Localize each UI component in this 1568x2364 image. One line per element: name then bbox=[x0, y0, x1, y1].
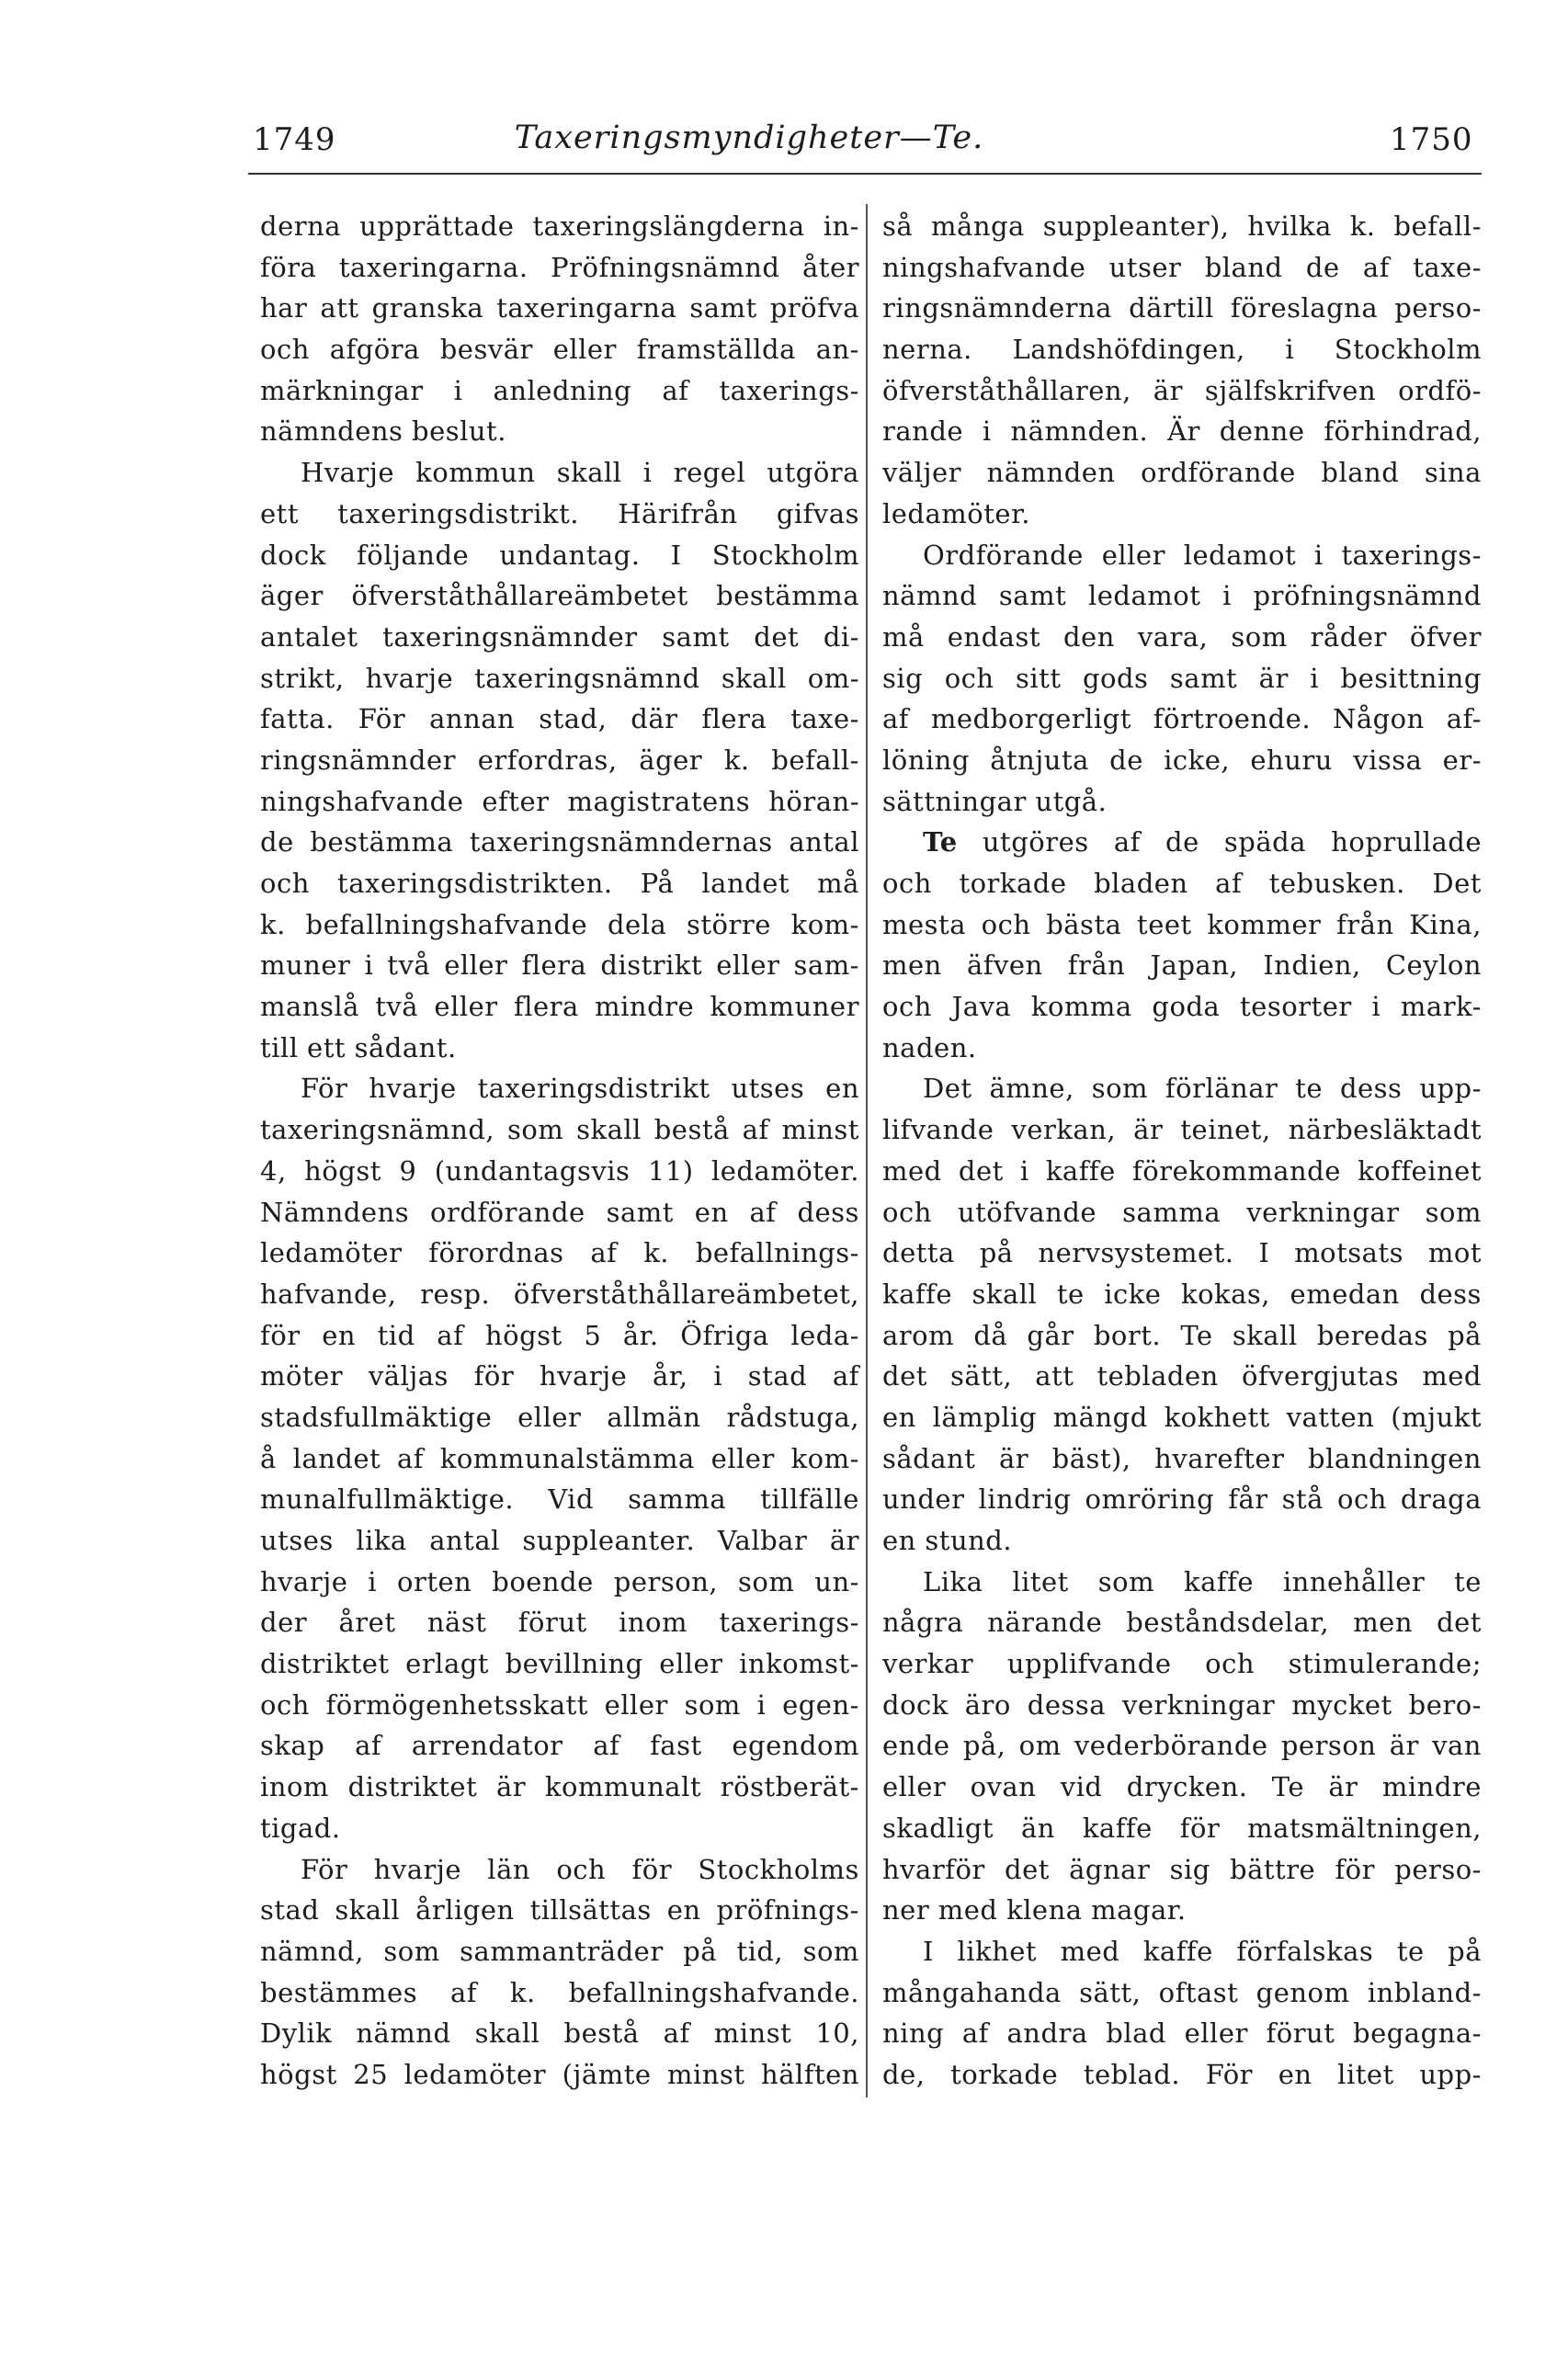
left-column bbox=[260, 206, 859, 2096]
text-line: rande i nämnden. Är denne förhindrad, bbox=[882, 415, 1482, 448]
text-line: För hvarje taxeringsdistrikt utses en bbox=[301, 1073, 859, 1105]
text-line: ringsnämnder erfordras, äger k. befall- bbox=[260, 744, 859, 776]
text-line: naden. bbox=[882, 1031, 977, 1063]
text-line: nämnd samt ledamot i pröfningsnämnd bbox=[882, 580, 1482, 612]
text-line: Det ämne, som förlänar te dess upp- bbox=[923, 1073, 1482, 1105]
text-line: stadsfullmäktige eller allmän rådstuga, bbox=[260, 1401, 859, 1433]
page-number-left: 1749 bbox=[253, 121, 336, 158]
right-column bbox=[882, 206, 1482, 2096]
text-line: derna upprättade taxeringslängderna in- bbox=[260, 210, 859, 242]
text-line: å landet af kommunalstämma eller kom- bbox=[260, 1442, 859, 1474]
text-line: nämnd, som sammanträder på tid, som bbox=[260, 1935, 859, 1967]
page-number-right: 1750 bbox=[1390, 121, 1473, 158]
text-line: lifvande verkan, är teinet, närbesläktadt bbox=[882, 1114, 1482, 1146]
text-line: märkningar i anledning af taxerings- bbox=[260, 374, 859, 406]
text-line: mesta och bästa teet kommer från Kina, bbox=[882, 908, 1482, 940]
header-rule bbox=[248, 173, 1482, 175]
text-line: verkar upplifvande och stimulerande; bbox=[882, 1648, 1482, 1680]
text-line: föra taxeringarna. Pröfningsnämnd åter bbox=[260, 251, 859, 283]
text-line: löning åtnjuta de icke, ehuru vissa er- bbox=[882, 744, 1482, 776]
text-line: Ordförande eller ledamot i taxerings- bbox=[923, 539, 1482, 571]
text-line: bestämmes af k. befallningshafvande. bbox=[260, 1976, 859, 2008]
text-line: ledamöter förordnas af k. befallnings- bbox=[260, 1237, 859, 1269]
text-line: en lämplig mängd kokhett vatten (mjukt bbox=[882, 1401, 1482, 1433]
text-line: ledamöter. bbox=[882, 497, 1030, 529]
text-line: För hvarje län och för Stockholms bbox=[301, 1853, 859, 1885]
text-line: har att granska taxeringarna samt pröfva bbox=[260, 292, 859, 324]
text-line: dock följande undantag. I Stockholm bbox=[260, 539, 859, 571]
text-line: Nämndens ordförande samt en af dess bbox=[260, 1196, 859, 1228]
text-line: manslå två eller flera mindre kommuner bbox=[260, 991, 859, 1023]
text-line: skap af arrendator af fast egendom bbox=[260, 1730, 859, 1762]
text-line: eller ovan vid drycken. Te är mindre bbox=[882, 1771, 1482, 1803]
text-line: sättningar utgå. bbox=[882, 785, 1108, 817]
text-line: väljer nämnden ordförande bland sina bbox=[882, 457, 1482, 489]
page-header bbox=[0, 0, 1568, 184]
text-line: Te utgöres af de späda hoprullade bbox=[923, 826, 1482, 858]
text-line: de bestämma taxeringsnämndernas antal bbox=[260, 826, 859, 858]
text-line: under lindrig omröring får stå och draga bbox=[882, 1483, 1482, 1516]
text-line: det sätt, att tebladen öfvergjutas med bbox=[882, 1360, 1482, 1392]
text-line: till ett sådant. bbox=[260, 1031, 457, 1063]
text-line: antalet taxeringsnämnder samt det di- bbox=[260, 620, 859, 653]
text-line: ende på, om vederbörande person är van bbox=[882, 1730, 1482, 1762]
text-line: tigad. bbox=[260, 1812, 341, 1844]
text-line: högst 25 ledamöter (jämte minst hälften bbox=[260, 2058, 859, 2090]
text-line: muner i två eller flera distrikt eller sam- bbox=[260, 949, 859, 982]
text-line: ner med klena magar. bbox=[882, 1894, 1187, 1926]
text-line: ningshafvande efter magistratens höran- bbox=[260, 785, 859, 817]
text-line: Hvarje kommun skall i regel utgöra bbox=[301, 457, 859, 489]
text-line: sådant är bäst), hvarefter blandningen bbox=[882, 1442, 1482, 1474]
text-line: ett taxeringsdistrikt. Härifrån gifvas bbox=[260, 497, 859, 529]
text-line: hvarje i orten boende person, som un- bbox=[260, 1565, 859, 1597]
text-line: I likhet med kaffe förfalskas te på bbox=[923, 1935, 1482, 1967]
text-line: hvarför det ägnar sig bättre för perso- bbox=[882, 1853, 1482, 1885]
text-line: arom då går bort. Te skall beredas på bbox=[882, 1319, 1482, 1351]
text-line: må endast den vara, som råder öfver bbox=[882, 620, 1482, 653]
text-line: nerna. Landshöfdingen, i Stockholm bbox=[882, 334, 1482, 366]
text-line: några närande beståndsdelar, men det bbox=[882, 1607, 1482, 1639]
text-line: och torkade bladen af tebusken. Det bbox=[882, 868, 1482, 899]
text-line: inom distriktet är kommunalt röstberät- bbox=[260, 1771, 859, 1803]
text-line: sig och sitt gods samt är i besittning bbox=[882, 662, 1482, 694]
text-line: 4, högst 9 (undantagsvis 11) ledamöter. bbox=[260, 1154, 859, 1187]
text-line: stad skall årligen tillsättas en pröfnings- bbox=[260, 1894, 859, 1926]
text-line: så många suppleanter), hvilka k. befall- bbox=[882, 210, 1482, 242]
text-line: och Java komma goda tesorter i mark- bbox=[882, 991, 1482, 1023]
text-line: af medborgerligt förtroende. Någon af- bbox=[882, 703, 1482, 735]
text-line: Lika litet som kaffe innehåller te bbox=[923, 1565, 1482, 1597]
text-line: fatta. För annan stad, där flera taxe- bbox=[260, 703, 859, 735]
text-line: hafvande, resp. öfverståthållareämbetet, bbox=[260, 1278, 859, 1310]
text-line: ningshafvande utser bland de af taxe- bbox=[882, 251, 1482, 283]
text-line: taxeringsnämnd, som skall bestå af minst bbox=[260, 1114, 859, 1146]
text-line: distriktet erlagt bevillning eller inkomst- bbox=[260, 1648, 859, 1680]
text-line: utses lika antal suppleanter. Valbar är bbox=[260, 1525, 859, 1556]
text-line: skadligt än kaffe för matsmältningen, bbox=[882, 1812, 1482, 1844]
text-line: munalfullmäktige. Vid samma tillfälle bbox=[260, 1483, 859, 1516]
text-line: dock äro dessa verkningar mycket bero- bbox=[882, 1688, 1482, 1721]
text-line: mångahanda sätt, oftast genom inbland- bbox=[882, 1976, 1482, 2008]
text-line: der året näst förut inom taxerings- bbox=[260, 1607, 859, 1639]
text-line: strikt, hvarje taxeringsnämnd skall om- bbox=[260, 662, 859, 694]
text-line: med det i kaffe förekommande koffeinet bbox=[882, 1154, 1482, 1187]
column-divider bbox=[866, 204, 868, 2097]
text-line: de, torkade teblad. För en litet upp- bbox=[882, 2058, 1482, 2090]
text-line: möter väljas för hvarje år, i stad af bbox=[260, 1360, 859, 1392]
text-line: kaffe skall te icke kokas, emedan dess bbox=[882, 1278, 1482, 1310]
text-line: men äfven från Japan, Indien, Ceylon bbox=[882, 949, 1482, 982]
text-line: och taxeringsdistrikten. På landet må bbox=[260, 868, 859, 899]
text-line: ringsnämnderna därtill föreslagna perso- bbox=[882, 292, 1482, 324]
running-title: Taxeringsmyndigheter—Te. bbox=[514, 119, 984, 156]
text-line: och afgöra besvär eller framställda an- bbox=[260, 334, 859, 366]
text-line: och utöfvande samma verkningar som bbox=[882, 1196, 1482, 1228]
text-line: detta på nervsystemet. I motsats mot bbox=[882, 1237, 1482, 1269]
text-line: Dylik nämnd skall bestå af minst 10, bbox=[260, 2017, 859, 2050]
text-line: öfverståthållaren, är själfskrifven ordfö- bbox=[882, 374, 1482, 406]
text-line: och förmögenhetsskatt eller som i egen- bbox=[260, 1688, 859, 1721]
text-line: äger öfverståthållareämbetet bestämma bbox=[260, 580, 859, 612]
text-line: nämndens beslut. bbox=[260, 415, 506, 448]
text-line: en stund. bbox=[882, 1525, 1013, 1556]
text-line: k. befallningshafvande dela större kom- bbox=[260, 908, 859, 940]
text-line: för en tid af högst 5 år. Öfriga leda- bbox=[260, 1319, 859, 1351]
text-line: ning af andra blad eller förut begagna- bbox=[882, 2017, 1482, 2050]
